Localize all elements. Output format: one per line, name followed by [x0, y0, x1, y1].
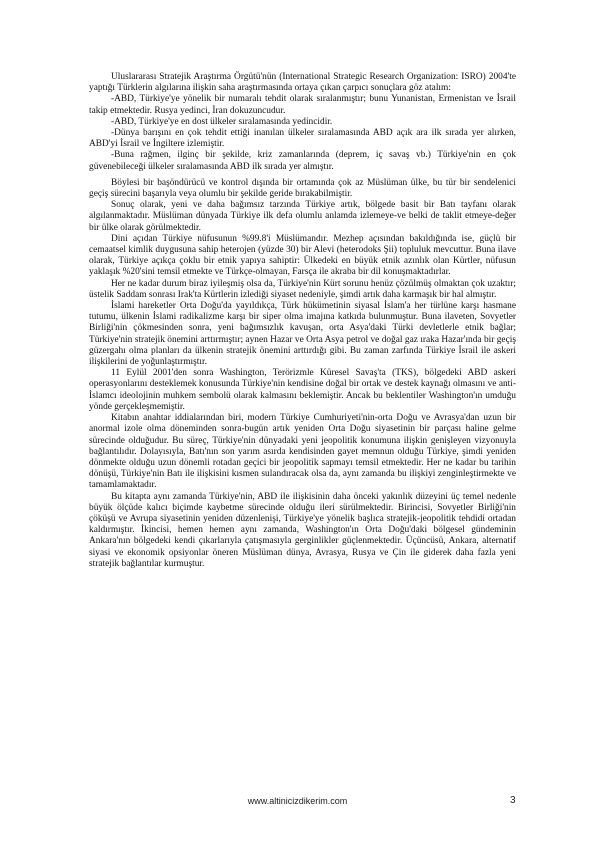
paragraph: -Buna rağmen, ilginç bir şekilde, kriz zamanlarında (deprem, iç savaş vb.) Türkiye'nin en çok güvenebileceği ülkeler sıralamasında ABD ilk sırada yer almıştır. — [89, 150, 516, 172]
paragraph: -ABD, Türkiye'ye yönelik bir numaralı tehdit olarak sıralanmıştır; bunu Yunanistan, Ermenistan ve İsrail takip etmektedir. Rusya yedinci, İran dokuzuncudur. — [89, 94, 516, 116]
paragraph: Her ne kadar durum biraz iyileşmiş olsa da, Türkiye'nin Kürt sorunu henüz çözülmüş olmaktan çok uzaktır; üstelik Saddam sonrası Irak'ta Kürtlerin izlediği siyaset nedeniyle, şimdi artık daha karmaşık bir hal almıştır. — [89, 278, 516, 300]
paragraph: -ABD, Türkiye'ye en dost ülkeler sıralamasında yedincidir. — [111, 116, 333, 127]
paragraph: Kitabın anahtar iddialarından biri, modern Türkiye Cumhuriyeti'nin-orta Doğu ve Avrasya'dan uzun bir anormal izole olma döneminden sonra-bugün artık yeniden Orta Doğu siyasetinin bir parçası haline gelme sürecinde olduğudur. Bu süreç, Türkiye'nin dünyadaki yeni jeopolitik konumuna ilişkin genişleyen vizyonuyla bağlantılıdır. Dolayısıyla, Batı'nın son yarım asırda kendisinden gayet memnun olduğu Türkiye, şimdi yeniden dönmekte olduğu uzun dönemli rotadan geçici bir jeopolitik sapmayı temsil etmektedir. Her ne kadar bu tarihin dönüşü, Türkiye'nin Batı ile ilişkisini kısmen sulandıracak olsa da, aynı zamanda bu ilişkiyi zenginleştirmekte ve tamamlamaktadır. — [89, 413, 516, 491]
paragraph: Sonuç olarak, yeni ve daha bağımsız tarzında Türkiye artık, bölgede basit bir Batı tayfanı olarak algılanmaktadır. Müslüman dünyada Türkiye ilk defa olumlu anlamda izlemeye-ve belki de taklit etmeye-değer bir ülke olarak görülmektedir. — [89, 200, 516, 233]
body-text — [89, 72, 516, 570]
paragraph: Bu kitapta aynı zamanda Türkiye'nin, ABD ile ilişkisinin daha önceki yakınlık düzeyini üç temel nedenle büyük ölçüde kalıcı biçimde kaybetme sürecinde olduğu ileri sürülmektedir. Birincisi, Sovyetler Birliği'nin çöküşü ve Avrupa siyasetinin yeniden düzenlenişi, Türkiye'ye yönelik başlıca stratejik-jeopolitik tehdidi ortadan kaldırmıştır. İkincisi, hemen hemen aynı zamanda, Washington'ın Orta Doğu'daki bölgesel gündeminin Ankara'nın bölgedeki kendi çıkarlarıyla çatışmasıyla gerginlikler güçlenmektedir. Üçüncüsü, Ankara, alternatif siyasi ve ekonomik opsiyonlar öneren Müslüman dünya, Avrasya, Rusya ve Çin ile giderek daha fazla yeni stratejik bağlantılar kurmuştur. — [89, 491, 516, 569]
paragraph: -Dünya barışını en çok tehdit ettiği inanılan ülkeler sıralamasında ABD açık ara ilk sırada yer alırken, ABD'yi İsrail ve İngiltere izlemiştir. — [89, 128, 516, 150]
paragraph: Böylesi bir başöndürücü ve kontrol dışında bir ortamında çok az Müslüman ülke, bu tür bir sendelenici geçiş sürecini başarıyla veya olumlu bir şekilde geride bırakabilmiştir. — [89, 177, 516, 200]
footer-url[interactable]: www.altinicizdikerim.com — [247, 796, 348, 806]
paragraph: İslami hareketler Orta Doğu'da yayıldıkça, Türk hükümetinin siyasal İslam'a her türlüne karşı hasmane tutumu, ülkenin İslami radikalizme karşı bir siper olma imajına katkıda bulunmuştur. Buna ilaveten, Sovyetler Birliği'nin çökmesinden sonra, yeni bağımsızlık kavuşan, orta Asya'daki Türki devletlerle etnik bağlar; Türkiye'nin stratejik önemini arttırmıştır; aynen Hazar ve Orta Asya petrol ve doğal gaz ıraka Hazar'ında bir geçiş güzergahı olma planları da ülkenin stratejik önemini arttırdığı gibi. Bu zaman zarfında Türkiye İsrail ile askeri ilişkilerini de yoğunlaştırmıştır. — [89, 301, 516, 368]
page-number: 3 — [510, 795, 516, 806]
paragraph: Uluslararası Stratejik Araştırma Örgütü'nün (International Strategic Research Organization: ISRO) 2004'te yaptığı Türklerin algılarına ilişkin saha araştırmasında ortaya çıkan çarpıcı sonuçlara göz atalım: — [89, 72, 516, 94]
paragraph: Dini açıdan Türkiye nüfusunun %99.8'i Müslümandır. Mezhep açısından bakıldığında ise, güçlü bir cemaatsel kimlik duygusuna sahip heterojen (yüzde 30) bir Alevi (heterodoks Şii) topluluk mevcuttur. Buna ilave olarak, Türkiye açıkça çoklu bir etnik yapıya sahiptir: Ülkedeki en büyük etnik azınlık olan Kürtler, nüfusun yaklaşık %20'sini temsil etmekte ve Türkçe-olmayan, Farsça ile akraba bir dil konuşmaktadırlar. — [89, 233, 516, 278]
paragraph: 11 Eylül 2001'den sonra Washington, Terörizmle Küresel Savaş'ta (TKS), bölgedeki ABD askeri operasyonlarını desteklemek konusunda Türkiye'nin kendisine doğal bir ortak ve destek kaynağı olmasını ve anti-İslamcı ideolojinin muhkem sembolü olarak kalmasını beklemiştir. Ancak bu beklentiler Washington'ın umduğu yönde gerçekleşmemiştir. — [89, 368, 516, 412]
